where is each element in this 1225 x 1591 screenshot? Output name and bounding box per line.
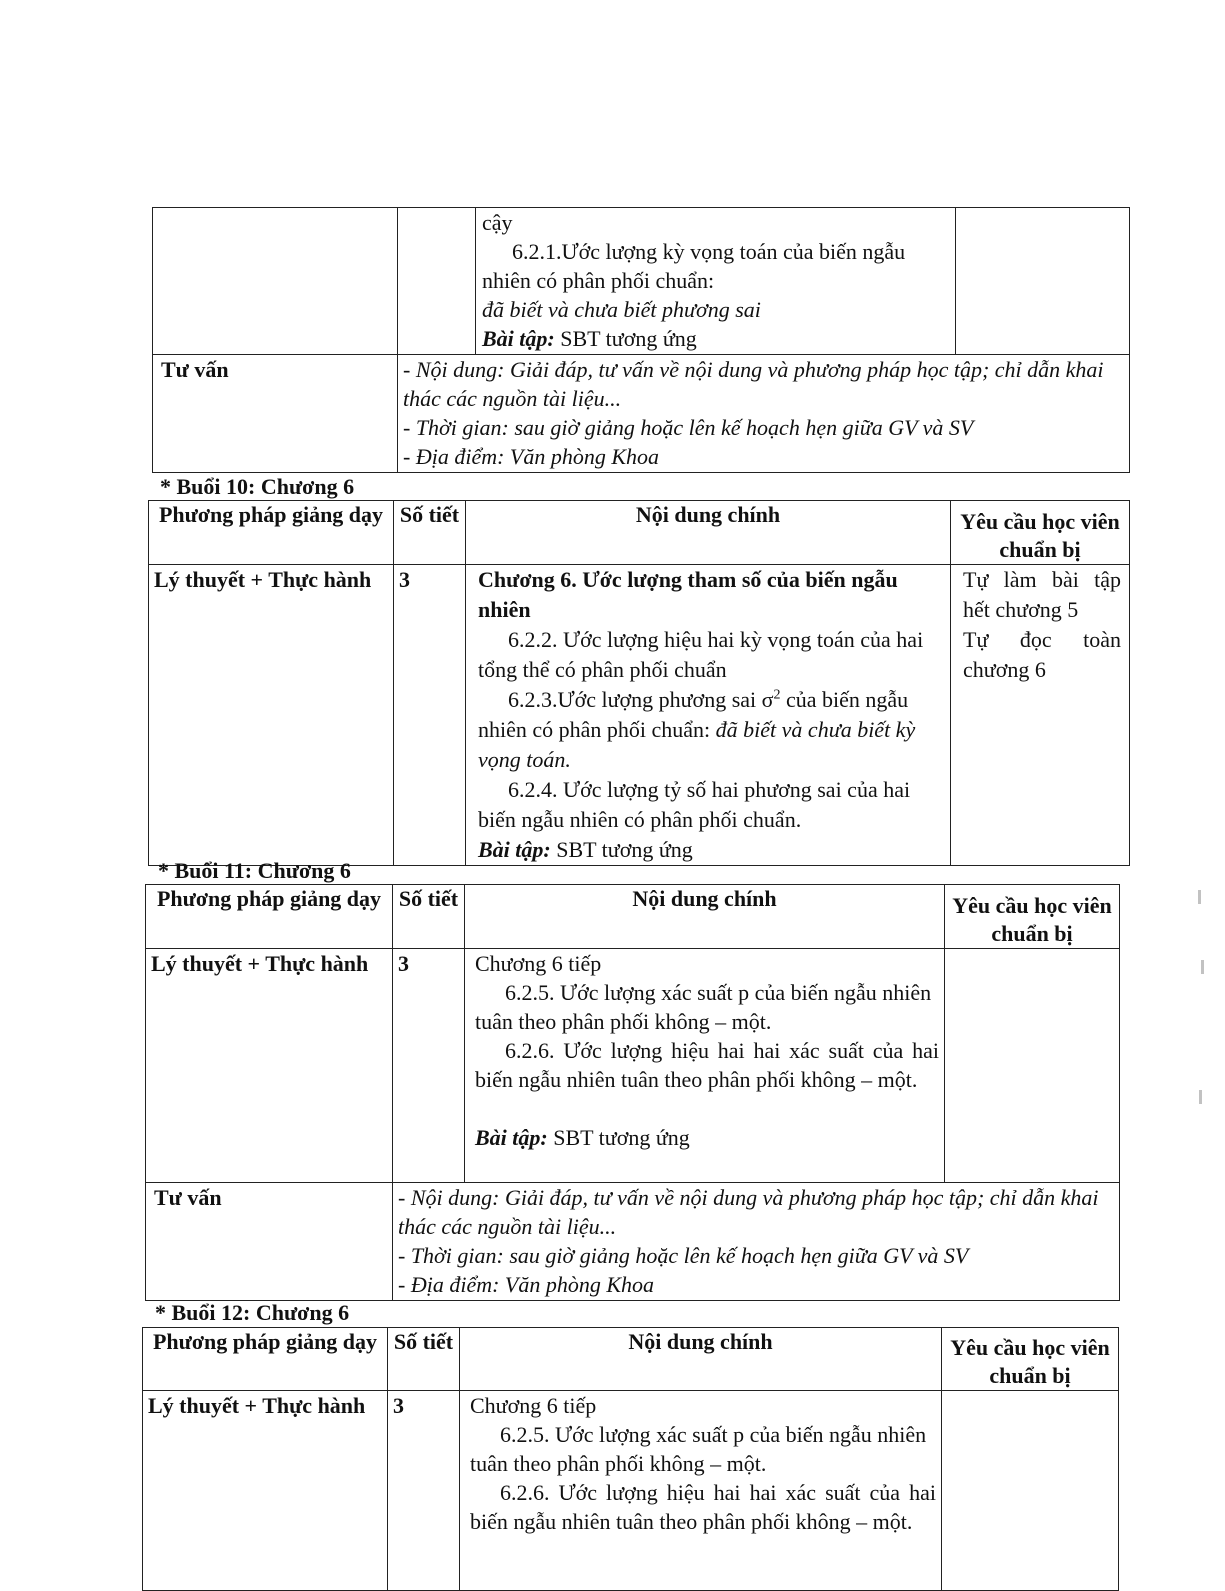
- periods-cell: 3: [393, 949, 465, 1183]
- superscript: 2: [773, 687, 781, 703]
- content-paragraph: 6.2.6. Ước lượng hiệu hai hai xác suất của hai biến ngẫu nhiên tuân theo phân phối không – một.: [475, 1038, 939, 1092]
- session-10-title: * Buổi 10: Chương 6: [160, 474, 355, 499]
- consult-time: - Thời gian: sau giờ giảng hoặc lên kế hoạch hẹn giữa GV và SV: [398, 1243, 969, 1268]
- table-row: [143, 1391, 1119, 1591]
- header-requirements: Yêu cầu học viên chuẩn bị: [951, 501, 1130, 565]
- session-10-table: [148, 500, 1130, 866]
- session-12-table: [142, 1327, 1119, 1591]
- requirements-cell: [951, 565, 1130, 866]
- content-italic: đã biết và chưa biết phương sai: [482, 297, 761, 322]
- content-paragraph: 6.2.5. Ước lượng xác suất p của biến ngẫu nhiên tuân theo phân phối không – một.: [470, 1422, 927, 1476]
- session-9-continuation: [152, 207, 1130, 473]
- header-periods: Số tiết: [388, 1328, 460, 1391]
- homework-text: SBT tương ứng: [547, 1125, 690, 1150]
- consult-content-text: - Nội dung: Giải đáp, tư vấn về nội dung và phương pháp học tập; chỉ dẫn khai thác các nguồn tài liệu...: [403, 357, 1104, 411]
- content-paragraph: 6.2.5. Ước lượng xác suất p của biến ngẫu nhiên tuân theo phân phối không – một.: [475, 980, 932, 1034]
- requirements-cell: [945, 949, 1120, 1183]
- consult-row: [153, 355, 1130, 473]
- header-content: Nội dung chính: [465, 885, 945, 949]
- content-cell: [466, 565, 951, 866]
- table-row: [149, 565, 1130, 866]
- content-paragraph: 6.2.4. Ước lượng tỷ số hai phương sai của hai biến ngẫu nhiên có phân phối chuẩn.: [478, 777, 911, 832]
- header-requirements: Yêu cầu học viên chuẩn bị: [942, 1328, 1119, 1391]
- homework-line: [482, 324, 950, 353]
- header-method: Phương pháp giảng dạy: [143, 1328, 388, 1391]
- periods-cell: 3: [394, 565, 466, 866]
- session-11-table: [145, 884, 1120, 1301]
- content-paragraph: 6.2.2. Ước lượng hiệu hai kỳ vọng toán của hai tổng thể có phân phối chuẩn: [478, 627, 924, 682]
- periods-cell: 3: [388, 1391, 460, 1591]
- homework-label: Bài tập:: [475, 1125, 548, 1150]
- table-row: [153, 208, 1130, 355]
- content-cell: [460, 1391, 942, 1591]
- consult-label: Tư vấn: [153, 355, 398, 473]
- table-header: [149, 501, 1130, 565]
- table-header: [146, 885, 1120, 949]
- p2-text: 6.2.3.Ước lượng phương sai σ: [508, 687, 774, 712]
- header-periods: Số tiết: [393, 885, 465, 949]
- p2-italic: đã biết và chưa biết kỳ vọng toán.: [478, 717, 916, 772]
- content-cell: [476, 208, 956, 355]
- consult-content: [393, 1183, 1120, 1301]
- content-paragraph: [478, 685, 945, 775]
- consult-time: - Thời gian: sau giờ giảng hoặc lên kế hoạch hẹn giữa GV và SV: [403, 415, 974, 440]
- scan-mark: [1199, 1090, 1202, 1104]
- homework-label: Bài tập:: [478, 837, 551, 862]
- header-requirements: Yêu cầu học viên chuẩn bị: [945, 885, 1120, 949]
- method-cell: Lý thuyết + Thực hành: [146, 949, 393, 1183]
- homework-line: [478, 835, 945, 865]
- table-header: [143, 1328, 1119, 1391]
- method-cell: Lý thuyết + Thực hành: [143, 1391, 388, 1591]
- consult-row: [146, 1183, 1120, 1301]
- consult-place: - Địa điểm: Văn phòng Khoa: [403, 444, 660, 469]
- header-method: Phương pháp giảng dạy: [146, 885, 393, 949]
- consult-label: Tư vấn: [146, 1183, 393, 1301]
- table-row: [146, 949, 1120, 1183]
- chapter-title: Chương 6. Ước lượng tham số của biến ngẫu nhiên: [478, 567, 898, 622]
- spacer: [475, 1094, 939, 1123]
- header-content: Nội dung chính: [460, 1328, 942, 1391]
- header-method: Phương pháp giảng dạy: [149, 501, 394, 565]
- chapter-title: Chương 6 tiếp: [475, 951, 602, 976]
- session-12-title: * Buổi 12: Chương 6: [155, 1300, 350, 1325]
- header-content: Nội dung chính: [466, 501, 951, 565]
- method-cell: [153, 208, 398, 355]
- requirements-cell: [942, 1391, 1119, 1591]
- chapter-title: Chương 6 tiếp: [470, 1393, 597, 1418]
- p2-text-b: của biến ngẫu nhiên có phân phối chuẩn:: [478, 687, 909, 742]
- method-cell: Lý thuyết + Thực hành: [149, 565, 394, 866]
- requirement-item: Tự làm bài tập hết chương 5: [963, 567, 1121, 622]
- scan-mark: [1198, 890, 1201, 904]
- content-cell: [465, 949, 945, 1183]
- content-paragraph: 6.2.1.Ước lượng kỳ vọng toán của biến ngẫu nhiên có phân phối chuẩn:: [482, 239, 906, 293]
- homework-line: [475, 1123, 939, 1152]
- consult-content: [398, 355, 1130, 473]
- header-periods: Số tiết: [394, 501, 466, 565]
- requirements-cell: [956, 208, 1130, 355]
- homework-text: SBT tương ứng: [550, 837, 693, 862]
- consult-content-text: - Nội dung: Giải đáp, tư vấn về nội dung và phương pháp học tập; chỉ dẫn khai thác các nguồn tài liệu...: [398, 1185, 1099, 1239]
- requirement-item: Tự đọc toàn chương 6: [963, 627, 1121, 682]
- content-paragraph: 6.2.6. Ước lượng hiệu hai hai xác suất của hai biến ngẫu nhiên tuân theo phân phối không – một.: [470, 1480, 936, 1534]
- homework-label: Bài tập:: [482, 326, 555, 351]
- content-line: cậy: [482, 210, 513, 235]
- periods-cell: [398, 208, 476, 355]
- consult-place: - Địa điểm: Văn phòng Khoa: [398, 1272, 655, 1297]
- session-11-title: * Buổi 11: Chương 6: [158, 858, 351, 883]
- homework-text: SBT tương ứng: [554, 326, 697, 351]
- scan-mark: [1201, 960, 1204, 974]
